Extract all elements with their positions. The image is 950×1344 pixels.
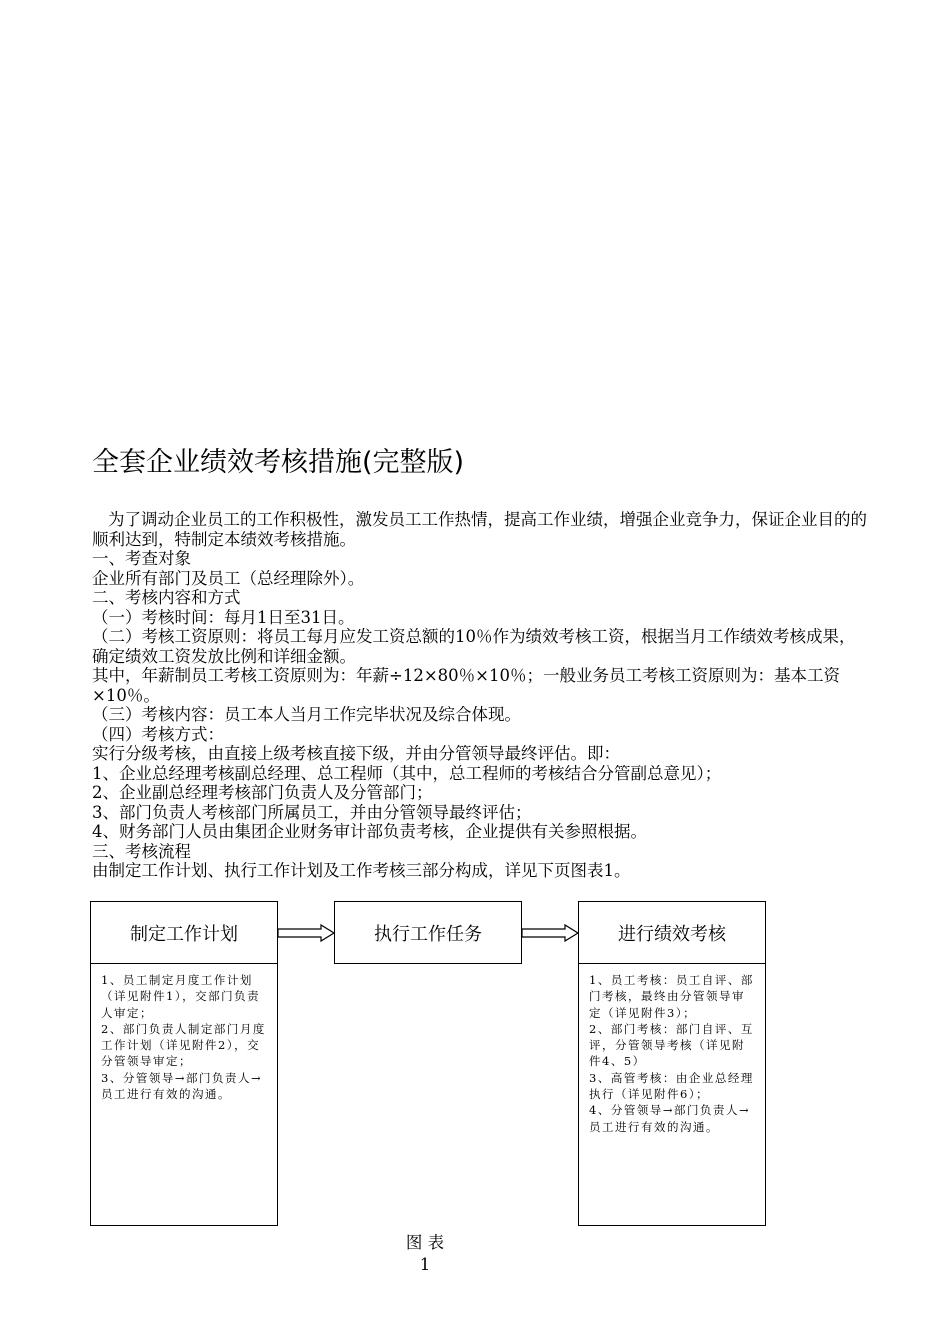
list-item: 1、企业总经理考核副总经理、总工程师（其中，总工程师的考核结合分管副总意见）； — [92, 763, 722, 783]
document-body — [92, 510, 867, 881]
section-heading-1: 一、考查对象 — [92, 549, 191, 568]
figure-caption — [380, 1232, 470, 1276]
list-item: 4、财务部门人员由集团企业财务审计部负责考核，企业提供有关参照根据。 — [92, 822, 647, 841]
figure-caption-number: 1 — [419, 1255, 431, 1274]
paragraph: （一）考核时间：每月1日至31日。 — [92, 607, 355, 627]
flow-step-3-title-box — [578, 901, 766, 964]
paragraph: （四）考核方式： — [92, 724, 224, 744]
flow-step-3-title: 进行绩效考核 — [618, 923, 726, 945]
flow-step-1-title: 制定工作计划 — [130, 923, 238, 945]
paragraph: 企业所有部门及员工（总经理除外）。 — [92, 568, 365, 588]
document-title: 全套企业绩效考核措施(完整版) — [92, 447, 465, 478]
list-item: 2、企业副总经理考核部门负责人及分管部门； — [92, 783, 433, 802]
flow-step-1-details-box — [90, 963, 278, 1226]
flow-step-1-item: 1、员工制定月度工作计划（详见附件1），交部门负责人审定； — [101, 973, 261, 1020]
list-item: 3、部门负责人考核部门所属员工，并由分管领导最终评估； — [92, 802, 532, 822]
intro-paragraph: 为了调动企业员工的工作积极性，激发员工工作热情，提高工作业绩，增强企业竞争力，保证企业目的的顺利达到，特制定本绩效考核措施。 — [92, 510, 867, 549]
paragraph: （二）考核工资原则：将员工每月应发工资总额的10％作为绩效考核工资，根据当月工作绩效考核成果，确定绩效工资发放比例和详细金额。 — [92, 627, 856, 666]
flow-step-3-item: 4、分管领导→部门负责人→员工进行有效的沟通。 — [589, 1103, 751, 1134]
flow-step-1-item: 3、分管领导→部门负责人→员工进行有效的沟通。 — [101, 1070, 263, 1102]
section-heading-3: 三、考核流程 — [92, 841, 191, 861]
paragraph: 其中，年薪制员工考核工资原则为：年薪÷12×80％×10％；一般业务员工考核工资原则为：基本工资×10％。 — [92, 666, 840, 705]
flow-arrow-1 — [277, 923, 337, 943]
paragraph: （三）考核内容：员工本人当月工作完毕状况及综合体现。 — [92, 705, 521, 724]
flow-step-3-item: 3、高管考核：由企业总经理执行（详见附件6）； — [589, 1070, 754, 1102]
flow-arrow-2 — [521, 923, 581, 943]
flow-step-2-title: 执行工作任务 — [374, 923, 482, 945]
flow-step-3-details-box — [578, 963, 766, 1226]
flow-step-1-title-box — [90, 901, 278, 964]
flow-step-2-title-box — [334, 901, 522, 964]
paragraph: 实行分级考核，由直接上级考核直接下级，并由分管领导最终评估。即： — [92, 744, 620, 763]
flow-step-3-item: 2、部门考核：部门自评、互评，分管领导考核（详见附件4、5） — [589, 1021, 754, 1069]
flow-step-3-item: 1、员工考核：员工自评、部门考核，最终由分管领导审定（详见附件3）； — [589, 973, 754, 1020]
figure-caption-label: 图 表 — [405, 1233, 445, 1252]
section-heading-2: 二、考核内容和方式 — [92, 588, 241, 607]
flow-step-1-item: 2、部门负责人制定部门月度工作计划（详见附件2），交分管领导审定； — [101, 1021, 266, 1069]
paragraph: 由制定工作计划、执行工作计划及工作考核三部分构成，详见下页图表1。 — [92, 861, 631, 880]
